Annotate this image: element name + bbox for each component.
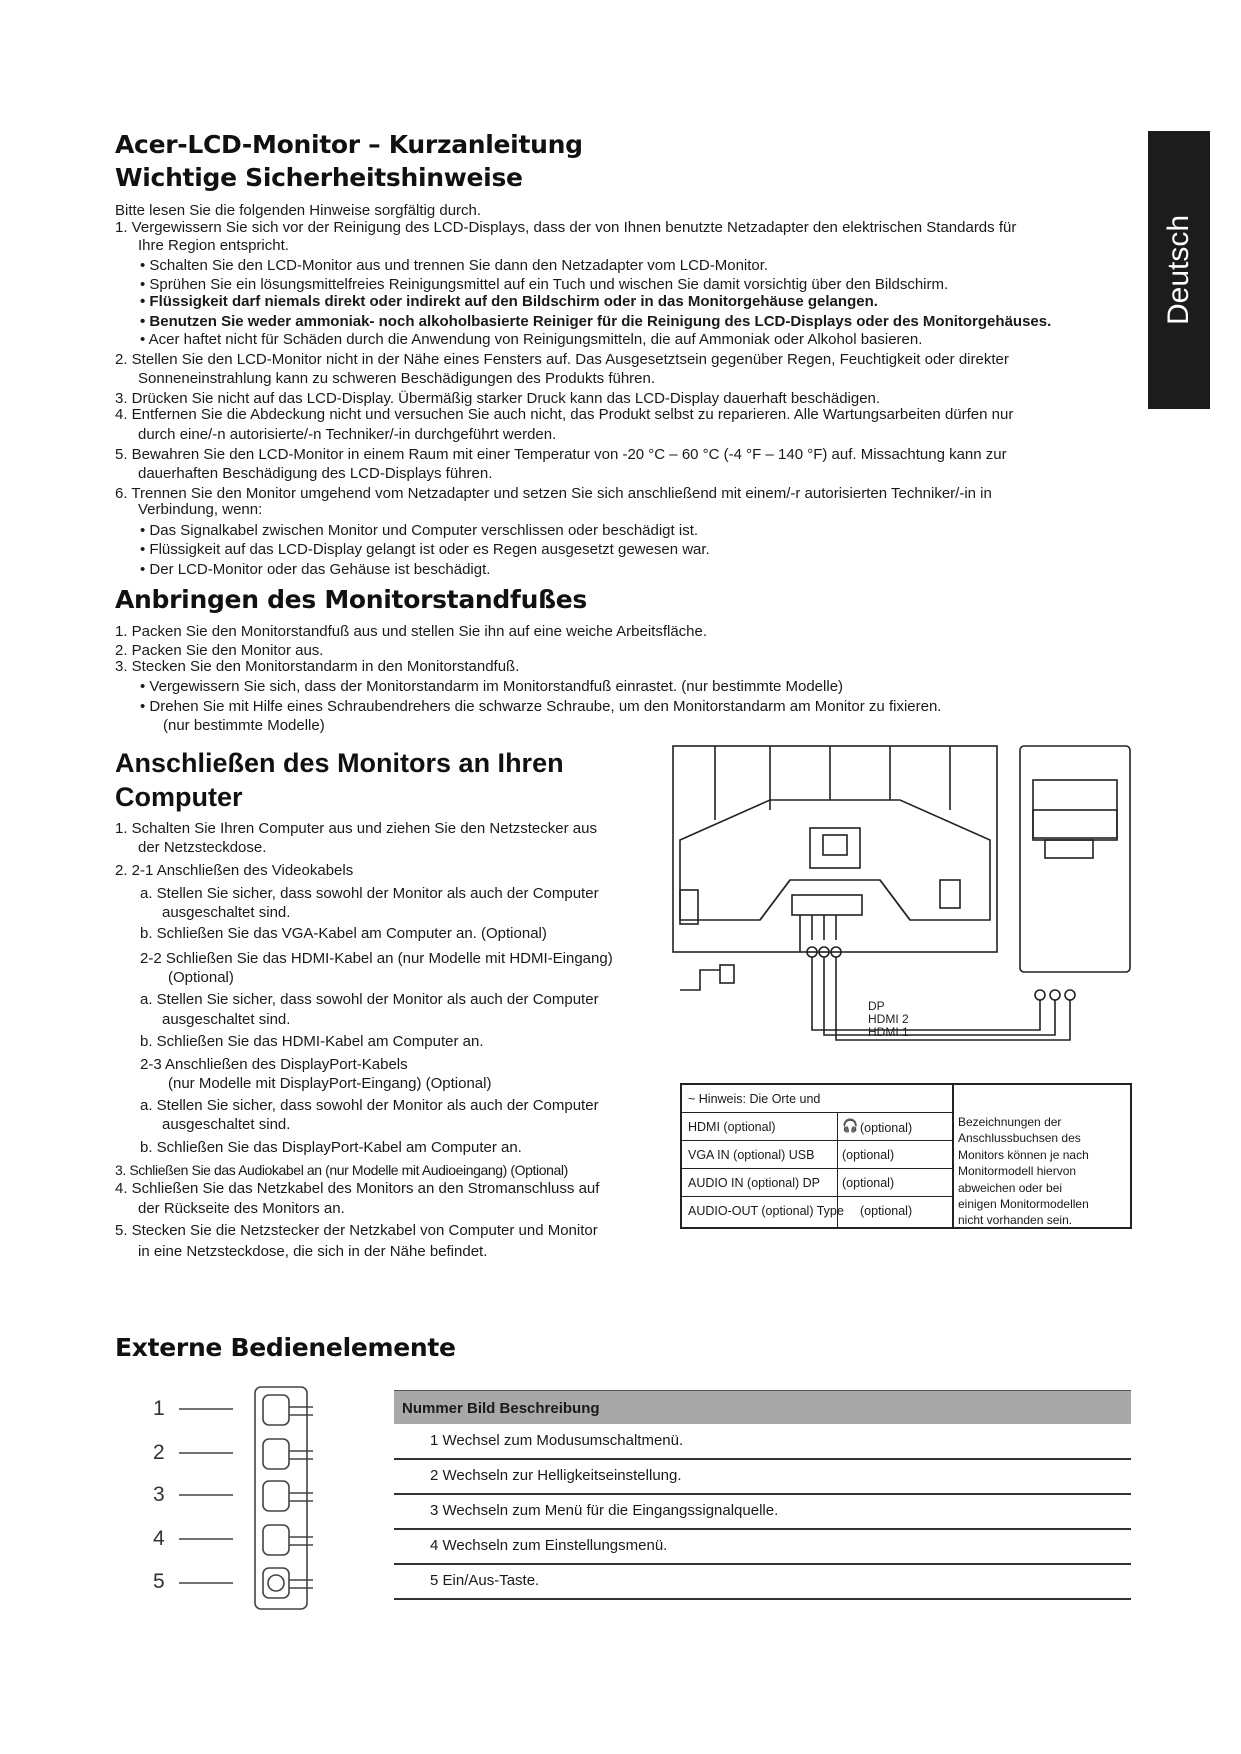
safety-line: • Flüssigkeit darf niemals direkt oder indirekt auf den Bildschirm oder in das Monitorgehäuse gelangen.	[140, 293, 878, 310]
safety-line: Verbindung, wenn:	[138, 501, 263, 518]
table-cell: AUDIO-OUT (optional) Type	[688, 1204, 844, 1218]
table-cell: (optional)	[842, 1148, 895, 1162]
safety-line: • Benutzen Sie weder ammoniak- noch alkoholbasierte Reiniger für die Reinigung des LCD-Displays oder des Monitorgehäuses.	[140, 313, 1052, 330]
control-button-3	[263, 1481, 313, 1511]
connector-table	[680, 1083, 1132, 1229]
controls-table-header: Nummer Bild Beschreibung	[394, 1390, 1131, 1424]
table-note: Monitors können je nach	[958, 1148, 1089, 1162]
table-note: abweichen oder bei	[958, 1181, 1063, 1195]
safety-line: 6. Trennen Sie den Monitor umgehend vom Netzadapter und setzen Sie sich anschließend mit einem/-r autorisierten Techniker/-in in	[115, 485, 992, 502]
language-tab-label: Deutsch	[1162, 214, 1195, 326]
cable-dp	[812, 957, 1040, 1030]
table-note: Monitormodell hiervon	[958, 1164, 1077, 1178]
label-hdmi2: HDMI 2	[868, 1012, 909, 1026]
safety-line: • Acer haftet nicht für Schäden durch die Anwendung von Reinigungsmitteln, die auf Ammoniak oder Alkohol basieren.	[140, 331, 923, 348]
button-number: 3	[153, 1483, 165, 1506]
controls-heading: Externe Bedienelemente	[115, 1333, 456, 1362]
table-note: Bezeichnungen der	[958, 1115, 1062, 1129]
safety-heading: Wichtige Sicherheitshinweise	[115, 163, 523, 192]
control-button-4	[263, 1525, 313, 1555]
button-number: 4	[153, 1527, 165, 1550]
table-cell: VGA IN (optional) USB	[688, 1148, 815, 1162]
safety-line: 3. Drücken Sie nicht auf das LCD-Display. Übermäßig starker Druck kann das LCD-Display dauerhaft beschädigen.	[115, 390, 881, 407]
connect-line: 4. Schließen Sie das Netzkabel des Monitors an den Stromanschluss auf	[115, 1180, 600, 1197]
stand-line: (nur bestimmte Modelle)	[163, 717, 325, 734]
connect-heading: Anschließen des Monitors an Ihren	[115, 748, 564, 778]
connect-line: 2-2 Schließen Sie das HDMI-Kabel an (nur Modelle mit HDMI-Eingang)	[140, 950, 613, 967]
connection-diagram	[660, 740, 1140, 1050]
connect-line: der Rückseite des Monitors an.	[138, 1200, 345, 1217]
connect-line: 2-3 Anschließen des DisplayPort-Kabels	[140, 1056, 408, 1073]
stand-line: 1. Packen Sie den Monitorstandfuß aus und stellen Sie ihn auf eine weiche Arbeitsfläche.	[115, 623, 708, 640]
connect-line: a. Stellen Sie sicher, dass sowohl der Monitor als auch der Computer	[140, 1097, 599, 1114]
controls-row: 1 Wechsel zum Modusumschaltmenü.	[394, 1423, 1131, 1460]
safety-line: Sonneneinstrahlung kann zu schweren Beschädigungen des Produkts führen.	[138, 370, 656, 387]
button-number: 5	[153, 1570, 165, 1593]
stand-line: 2. Packen Sie den Monitor aus.	[115, 642, 324, 659]
safety-line: durch eine/-n autorisierte/-n Techniker/-in durchgeführt werden.	[138, 426, 557, 443]
monitor-back-panel	[680, 800, 990, 920]
table-note: Anschlussbuchsen des	[958, 1131, 1081, 1145]
table-header: ~ Hinweis: Die Orte und	[688, 1092, 821, 1106]
safety-line: • Schalten Sie den LCD-Monitor aus und trennen Sie dann den Netzadapter vom LCD-Monitor.	[140, 257, 769, 274]
safety-line: • Der LCD-Monitor oder das Gehäuse ist beschädigt.	[140, 561, 491, 578]
safety-line: Ihre Region entspricht.	[138, 237, 289, 254]
connect-heading-line2: Computer	[115, 782, 243, 812]
connect-line: 2. 2-1 Anschließen des Videokabels	[115, 862, 354, 879]
safety-line: dauerhaften Beschädigung des LCD-Displays führen.	[138, 465, 493, 482]
connect-line: (Optional)	[168, 969, 234, 986]
connect-line: b. Schließen Sie das DisplayPort-Kabel am Computer an.	[140, 1139, 522, 1156]
button-number: 2	[153, 1441, 165, 1464]
connect-line: b. Schließen Sie das VGA-Kabel am Computer an. (Optional)	[140, 925, 547, 942]
headphone-icon: 🎧	[842, 1118, 859, 1133]
label-dp: DP	[868, 999, 885, 1013]
table-cell: (optional)	[860, 1121, 913, 1135]
stand-heading: Anbringen des Monitorstandfußes	[115, 585, 587, 614]
connect-line: (nur Modelle mit DisplayPort-Eingang) (Optional)	[168, 1075, 492, 1092]
controls-table	[394, 1390, 1131, 1589]
connect-line: 3. Schließen Sie das Audiokabel an (nur Modelle mit Audioeingang) (Optional)	[115, 1162, 568, 1178]
control-button-2	[263, 1439, 313, 1469]
button-diagram	[145, 1385, 350, 1625]
connect-line: a. Stellen Sie sicher, dass sowohl der Monitor als auch der Computer	[140, 991, 599, 1008]
connect-line: 5. Stecken Sie die Netzstecker der Netzkabel von Computer und Monitor	[115, 1222, 598, 1239]
safety-line: • Das Signalkabel zwischen Monitor und Computer verschlissen oder beschädigt ist.	[140, 522, 699, 539]
controls-row: 5 Ein/Aus-Taste.	[394, 1563, 1131, 1600]
button-number: 1	[153, 1397, 165, 1420]
table-cell: (optional)	[842, 1176, 895, 1190]
safety-line: 1. Vergewissern Sie sich vor der Reinigung des LCD-Displays, dass der von Ihnen benutzte Netzadapter den elektrischen Standards für	[115, 219, 1017, 236]
connect-line: ausgeschaltet sind.	[162, 1116, 291, 1133]
table-cell: HDMI (optional)	[688, 1120, 776, 1134]
connect-line: 1. Schalten Sie Ihren Computer aus und ziehen Sie den Netzstecker aus	[115, 820, 597, 837]
stand-line: • Drehen Sie mit Hilfe eines Schraubendrehers die schwarze Schraube, um den Monitorstandarm am Monitor zu fixieren.	[140, 698, 942, 715]
controls-row: 4 Wechseln zum Einstellungsmenü.	[394, 1528, 1131, 1565]
safety-line: • Flüssigkeit auf das LCD-Display gelangt ist oder es Regen ausgesetzt gewesen war.	[140, 541, 710, 558]
control-button-1	[263, 1395, 313, 1425]
button-strip	[680, 890, 698, 924]
safety-line: 5. Bewahren Sie den LCD-Monitor in einem Raum mit einer Temperatur von -20 °C – 60 °C (-4 °F – 140 °F) auf. Missachtung kann zur	[115, 446, 1007, 463]
stand-mount	[810, 828, 860, 868]
monitor-back-outline	[673, 746, 997, 952]
safety-line: 4. Entfernen Sie die Abdeckung nicht und versuchen Sie auch nicht, das Produkt selbst zu reparieren. Alle Wartungsarbeiten dürfen nur	[115, 406, 1014, 423]
page-title: Acer-LCD-Monitor – Kurzanleitung	[115, 130, 583, 159]
connect-line: ausgeschaltet sind.	[162, 1011, 291, 1028]
controls-row: 2 Wechseln zur Helligkeitseinstellung.	[394, 1458, 1131, 1495]
port-panel	[792, 895, 862, 915]
stand-line: • Vergewissern Sie sich, dass der Monitorstandarm im Monitorstandfuß einrastet. (nur bestimmte Modelle)	[140, 678, 844, 695]
power-cable	[680, 970, 720, 990]
stand-line: 3. Stecken Sie den Monitorstandarm in den Monitorstandfuß.	[115, 658, 520, 675]
connect-line: in eine Netzsteckdose, die sich in der Nähe befindet.	[138, 1243, 488, 1260]
power-button	[263, 1568, 313, 1598]
connect-line: b. Schließen Sie das HDMI-Kabel am Computer an.	[140, 1033, 484, 1050]
label-hdmi1: HDMI 1	[868, 1025, 909, 1039]
language-tab	[1148, 131, 1210, 409]
safety-line: 2. Stellen Sie den LCD-Monitor nicht in der Nähe eines Fensters auf. Das Ausgesetztsein gegenüber Regen, Feuchtigkeit oder direkter	[115, 351, 1009, 368]
table-cell: AUDIO IN (optional) DP	[688, 1176, 820, 1190]
connect-line: ausgeschaltet sind.	[162, 904, 291, 921]
table-note: nicht vorhanden sein.	[958, 1213, 1073, 1227]
table-note: einigen Monitormodellen	[958, 1197, 1089, 1211]
connect-line: der Netzsteckdose.	[138, 839, 267, 856]
connect-line: a. Stellen Sie sicher, dass sowohl der Monitor als auch der Computer	[140, 885, 599, 902]
safety-line: • Sprühen Sie ein lösungsmittelfreies Reinigungsmittel auf ein Tuch und wischen Sie damit vorsichtig über den Bildschirm.	[140, 276, 949, 293]
table-cell: (optional)	[860, 1204, 913, 1218]
safety-intro: Bitte lesen Sie die folgenden Hinweise sorgfältig durch.	[115, 202, 482, 219]
controls-row: 3 Wechseln zum Menü für die Eingangssignalquelle.	[394, 1493, 1131, 1530]
